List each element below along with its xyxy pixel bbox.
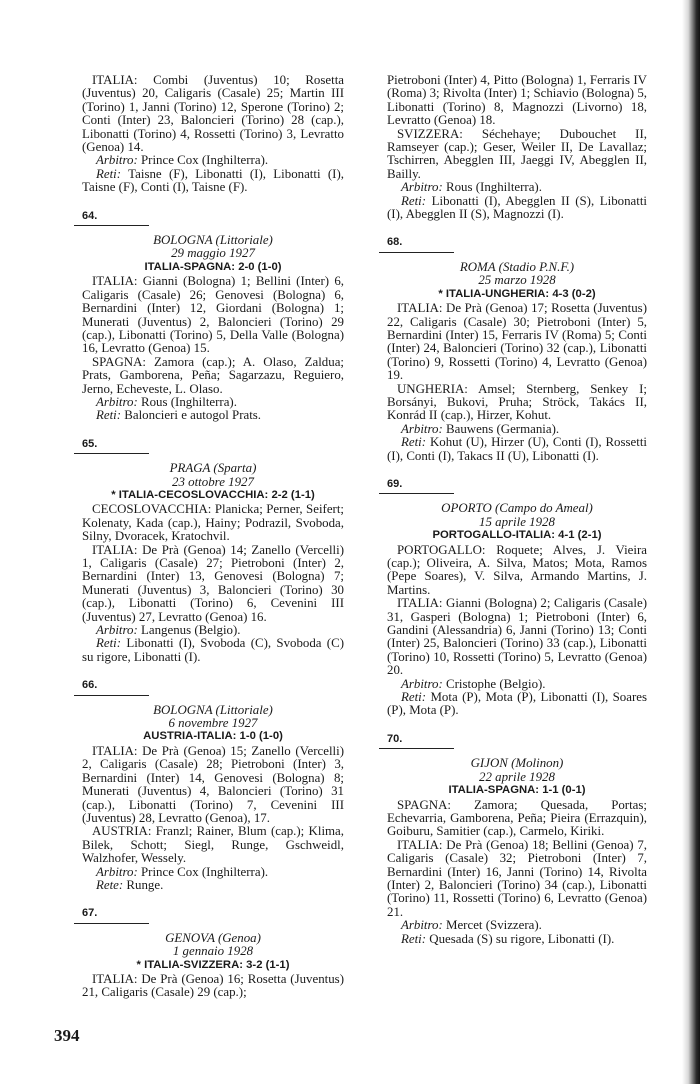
match-official-line (82, 879, 344, 892)
line-text: Prince Cox (Inghilterra). (137, 864, 269, 879)
line-label: Arbitro: (96, 153, 138, 168)
match-date: 1 gennaio 1928 (172, 944, 254, 959)
line-text: Mota (P), Mota (P), Libonatti (I), Soares (P), Mota (P). (387, 690, 647, 718)
match-official-line (387, 181, 647, 194)
lineup-paragraph: ITALIA: De Prà (Genoa) 18; Bellini (Genoa) 7, Caligaris (Casale) 32; Pietroboni (Inter) 7, Bernardini (Inter) 16, Janni (Torino) 14, Rivolta (Inter) 2, Baloncieri (Torino) 34 (cap.), Libonatti (Torino) 11, Rossetti (Torino) 6, Levratto (Genoa) 21. (387, 837, 647, 919)
match-number: 70. (387, 732, 403, 745)
line-text: Prince Cox (Inghilterra). (137, 153, 269, 168)
line-text: Libonatti (I), Svoboda (C), Svoboda (C) su rigore, Libonatti (I). (82, 636, 344, 664)
line-label: Reti: (401, 690, 427, 705)
match-official-line (82, 168, 344, 195)
match-venue: BOLOGNA (Littoriale) (153, 233, 273, 248)
lineup-paragraph: AUSTRIA: Franzl; Rainer, Blum (cap.); Klima, Bilek, Schott; Siegl, Runge, Gschweidl, Walzhofer, Wessely. (82, 824, 344, 866)
lineup-paragraph: ITALIA: De Prà (Genoa) 14; Zanello (Vercelli) 1, Caligaris (Casale) 27; Pietroboni (Inter) 2, Bernardini (Inter) 13, Genovesi (Bologna) 7; Munerati (Juventus) 3, Baloncieri (Torino) 30 (cap.), Libonatti (Torino) 6, Cevenini III (Juventus) 27, Levratto (Genoa) 16. (82, 542, 344, 624)
line-label: Arbitro: (401, 918, 443, 933)
match-date: 25 marzo 1928 (478, 273, 556, 288)
match-official-line (387, 691, 647, 718)
match-score: * ITALIA-UNGHERIA: 4-3 (0-2) (438, 287, 596, 300)
lineup-paragraph: SPAGNA: Zamora; Quesada, Portas; Echevarria, Gamborena, Peña; Pieira (Errazquin), Goiburu, Samitier (cap.), Carmelo, Kiriki. (387, 797, 647, 839)
match-score: ITALIA-SPAGNA: 2-0 (1-0) (144, 260, 282, 273)
lineup-paragraph: PORTOGALLO: Roquete; Alves, J. Vieira (cap.); Oliveira, A. Silva, Matos; Mota, Ramos (Pepe Soares), V. Silva, Armando Martins, J. Martins. (387, 542, 647, 597)
section-divider (74, 225, 149, 226)
match-venue: BOLOGNA (Littoriale) (153, 702, 273, 717)
match-official-line (387, 423, 647, 436)
lineup-paragraph: ITALIA: De Prà (Genoa) 17; Rosetta (Juventus) 22, Caligaris (Casale) 30; Pietroboni (Inter) 5, Bernardini (Inter) 15, Ferraris IV (Roma) 5; Conti (Inter) 24, Baloncieri (Torino) 32 (cap.), Libonatti (Torino) 9, Rossetti (Torino) 4, Levratto (Genoa) 19. (387, 301, 647, 383)
line-label: Arbitro: (401, 421, 443, 436)
match-official-line (387, 195, 647, 222)
lineup-paragraph: SPAGNA: Zamora (cap.); A. Olaso, Zaldua; Prats, Gamborena, Peña; Sagarzazu, Reguiero, Jerno, Echeveste, L. Olaso. (82, 354, 344, 396)
match-venue: PRAGA (Sparta) (169, 461, 257, 476)
line-label: Reti: (96, 166, 122, 181)
match-date: 15 aprile 1928 (479, 514, 555, 529)
lineup-paragraph: ITALIA: Gianni (Bologna) 1; Bellini (Inter) 6, Caligaris (Casale) 26; Genovesi (Bologna) 6, Bernardini (Inter) 12, Giordani (Bologna) 1; Munerati (Juventus) 2, Baloncieri (Torino) 29 (cap.), Libonatti (Torino) 5, Della Valle (Bologna) 16, Levratto (Genoa) 15. (82, 274, 344, 356)
match-number: 68. (387, 236, 403, 249)
page-number: 394 (54, 1026, 80, 1045)
line-text: Taisne (F), Libonatti (I), Libonatti (I), Taisne (F), Conti (I), Taisne (F). (82, 166, 344, 195)
line-text: Baloncieri e autogol Prats. (121, 408, 262, 423)
match-venue: ROMA (Stadio P.N.F.) (459, 259, 575, 274)
line-label: Arbitro: (96, 864, 138, 879)
match-official-line (82, 154, 344, 167)
lineup-paragraph: ITALIA: Combi (Juventus) 10; Rosetta (Juventus) 20, Caligaris (Casale) 25; Martin III (Torino) 1, Janni (Torino) 12, Sperone (Torino) 2; Conti (Inter) 23, Baloncieri (Torino) 28 (cap.), Libonatti (Torino) 4, Rossetti (Torino) 3, Levratto (Genoa) 14. (82, 73, 344, 155)
match-official-line (387, 678, 647, 691)
match-venue: OPORTO (Campo do Ameal) (441, 501, 593, 516)
lineup-paragraph: ITALIA: Gianni (Bologna) 2; Caligaris (Casale) 31, Gasperi (Bologna) 1; Pietroboni (Inter) 6, Gandini (Alessandria) 6, Janni (Torino) 13; Conti (Inter) 25, Baloncieri (Torino) 33 (cap.), Libonatti (Torino) 10, Rossetti (Torino) 5, Levratto (Genoa) 20. (387, 596, 647, 678)
match-score: * ITALIA-CECOSLOVACCHIA: 2-2 (1-1) (111, 488, 315, 501)
line-label: Arbitro: (96, 623, 138, 638)
line-text: Langenus (Belgio). (137, 623, 241, 638)
match-date: 29 maggio 1927 (171, 246, 255, 261)
match-score: PORTOGALLO-ITALIA: 4-1 (2-1) (432, 529, 602, 542)
match-number: 65. (82, 437, 98, 450)
lineup-paragraph: UNGHERIA: Amsel; Sternberg, Senkey I; Borsányi, Bukovi, Pruha; Ströck, Takács II, Konrád II (cap.), Hirzer, Kohut. (387, 381, 647, 423)
match-score: * ITALIA-SVIZZERA: 3-2 (1-1) (136, 958, 290, 971)
line-label: Reti: (96, 408, 122, 423)
match-official-line (82, 637, 344, 664)
match-official-line (387, 933, 647, 946)
line-text: Libonatti (I), Abegglen II (S), Libonatti (I), Abegglen II (S), Magnozzi (I). (387, 193, 647, 222)
match-number: 67. (82, 907, 98, 920)
section-divider (379, 252, 454, 253)
line-label: Reti: (401, 193, 427, 208)
line-text: Cristophe (Belgio). (442, 676, 546, 691)
section-divider (74, 695, 149, 696)
lineup-paragraph: Pietroboni (Inter) 4, Pitto (Bologna) 1, Ferraris IV (Roma) 3; Rivolta (Inter) 1; Schiavio (Bologna) 5, Libonatti (Torino) 8, Magnozzi (Livorno) 18, Levratto (Genoa) 18. (387, 73, 647, 128)
line-text: Rous (Inghilterra). (137, 394, 237, 409)
match-date: 23 ottobre 1927 (172, 474, 254, 489)
section-divider (379, 748, 454, 749)
page-binding-shadow (682, 0, 700, 1084)
match-number: 66. (82, 679, 98, 692)
section-divider (379, 493, 454, 494)
match-venue: GENOVA (Genoa) (165, 930, 261, 945)
match-official-line (387, 436, 647, 463)
left-column (82, 74, 344, 1000)
line-label: Reti: (401, 435, 427, 450)
lineup-paragraph: ITALIA: De Prà (Genoa) 16; Rosetta (Juventus) 21, Caligaris (Casale) 29 (cap.); (82, 971, 344, 1000)
line-label: Arbitro: (401, 676, 443, 691)
line-text: Bauwens (Germania). (442, 421, 560, 436)
line-text: Mercet (Svizzera). (442, 918, 542, 933)
match-date: 22 aprile 1928 (479, 769, 555, 784)
line-text: Runge. (123, 877, 164, 892)
line-text: Kohut (U), Hirzer (U), Conti (I), Rossetti (I), Conti (I), Takacs II (U), Libonatti (I). (387, 435, 647, 463)
match-date: 6 novembre 1927 (168, 716, 258, 731)
line-label: Rete: (96, 877, 124, 892)
match-score: AUSTRIA-ITALIA: 1-0 (1-0) (143, 730, 283, 743)
lineup-paragraph: CECOSLOVACCHIA: Planicka; Perner, Seifert; Kolenaty, Kada (cap.), Hainy; Podrazil, Svoboda, Silny, Dvoracek, Kratochvil. (82, 502, 344, 544)
line-text: Rous (Inghilterra). (442, 180, 542, 195)
right-column (387, 74, 647, 946)
match-official-line (387, 919, 647, 932)
lineup-paragraph: ITALIA: De Prà (Genoa) 15; Zanello (Vercelli) 2, Caligaris (Casale) 28; Pietroboni (Inter) 3, Bernardini (Inter) 14, Genovesi (Bologna) 8; Munerati (Juventus) 4, Baloncieri (Torino) 31 (cap.), Libonatti (Torino) 7, Cevenini III (Juventus) 28, Levratto (Genoa), 17. (82, 743, 344, 825)
match-number: 64. (82, 209, 98, 222)
line-text: Quesada (S) su rigore, Libonatti (I). (426, 931, 615, 946)
lineup-paragraph: SVIZZERA: Séchehaye; Dubouchet II, Ramseyer (cap.); Geser, Weiler II, De Lavallaz; Tschirren, Abegglen III, Jaeggi IV, Abegglen II, Bailly. (387, 126, 647, 181)
line-label: Arbitro: (96, 394, 138, 409)
match-venue: GIJON (Molinon) (470, 756, 564, 771)
match-official-line (82, 409, 344, 422)
line-label: Arbitro: (401, 180, 443, 195)
match-official-line (82, 396, 344, 409)
match-number: 69. (387, 477, 403, 490)
match-official-line (82, 866, 344, 879)
section-divider (74, 923, 149, 924)
line-label: Reti: (96, 636, 122, 651)
match-score: ITALIA-SPAGNA: 1-1 (0-1) (448, 784, 586, 797)
match-official-line (82, 624, 344, 637)
line-label: Reti: (401, 931, 427, 946)
section-divider (74, 453, 149, 454)
